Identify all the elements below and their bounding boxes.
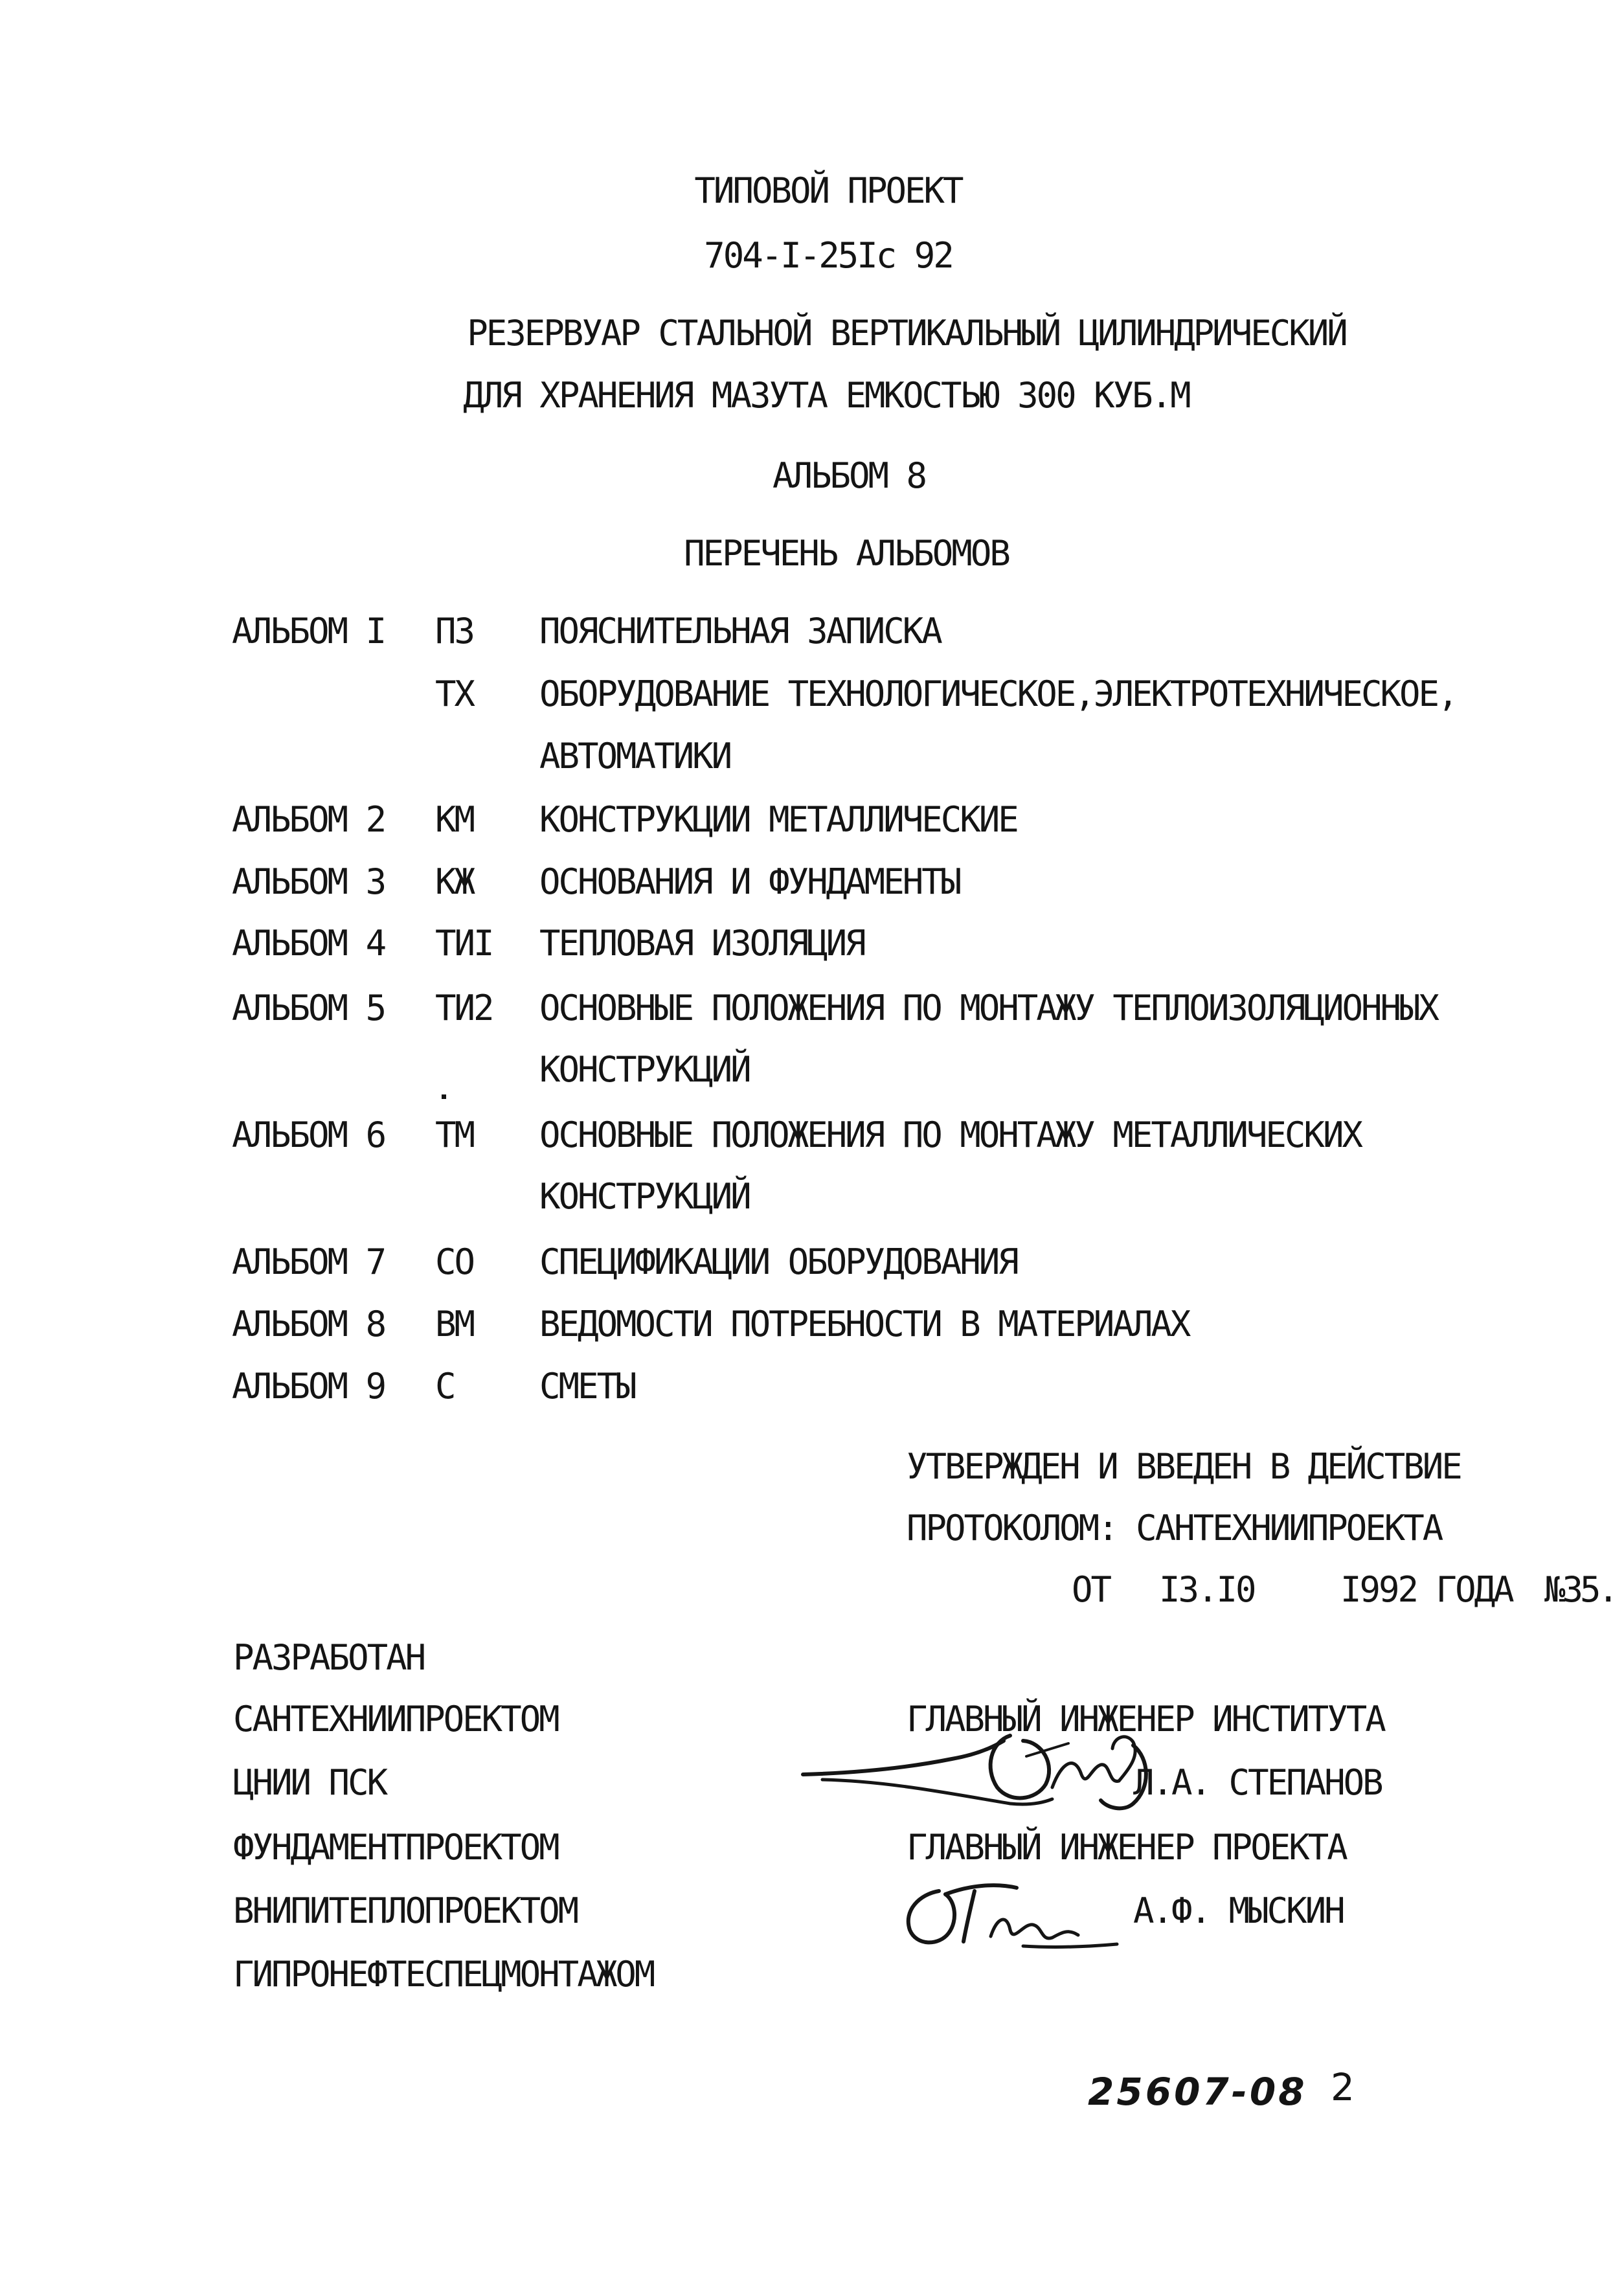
album-name: АЛЬБОМ 3 <box>232 861 385 902</box>
album-title: ТЕПЛОВАЯ ИЗОЛЯЦИЯ <box>539 923 864 964</box>
album-name: АЛЬБОМ I <box>232 611 385 651</box>
album-title-continued: АВТОМАТИКИ <box>539 736 731 776</box>
album-name: АЛЬБОМ 8 <box>232 1304 385 1344</box>
chief-engineer-signature <box>796 1697 1159 1826</box>
approval-line-2: ПРОТОКОЛОМ: САНТЕХНИИПРОЕКТА <box>907 1508 1442 1548</box>
album-label: АЛЬБОМ 8 <box>772 455 926 496</box>
album-name: АЛЬБОМ 4 <box>232 923 385 964</box>
document-number: 25607-08 <box>1088 2070 1307 2114</box>
album-title: СПЕЦИФИКАЦИИ ОБОРУДОВАНИЯ <box>539 1241 1017 1282</box>
list-heading: ПЕРЕЧЕНЬ АЛЬБОМОВ <box>684 533 1009 574</box>
developer-org: ФУНДАМЕНТПРОЕКТОМ <box>233 1827 558 1868</box>
project-engineer-signature <box>894 1865 1127 1969</box>
approval-from: ОТ <box>1072 1569 1111 1610</box>
album-code: ТХ <box>435 674 474 714</box>
album-code: КЖ <box>435 861 474 902</box>
scan-speck <box>442 1094 446 1099</box>
project-engineer-name: А.Ф. МЫСКИН <box>1133 1890 1344 1931</box>
album-title: СМЕТЫ <box>539 1366 635 1407</box>
album-code: КМ <box>435 799 474 840</box>
album-title-continued: КОНСТРУКЦИЙ <box>539 1176 750 1217</box>
chief-engineer-name: Л.А. СТЕПАНОВ <box>1133 1762 1382 1803</box>
album-title: ОСНОВНЫЕ ПОЛОЖЕНИЯ ПО МОНТАЖУ ТЕПЛОИЗОЛЯЦИОННЫХ <box>539 988 1438 1028</box>
album-title: ВЕДОМОСТИ ПОТРЕБНОСТИ В МАТЕРИАЛАХ <box>539 1304 1190 1344</box>
title-line-2: ДЛЯ ХРАНЕНИЯ МАЗУТА ЕМКОСТЬЮ 300 КУБ.М <box>463 375 1190 416</box>
album-title-continued: КОНСТРУКЦИЙ <box>539 1049 750 1090</box>
developer-org: ГИПРОНЕФТЕСПЕЦМОНТАЖОМ <box>233 1954 654 1995</box>
album-title: ПОЯСНИТЕЛЬНАЯ ЗАПИСКА <box>539 611 941 651</box>
page-number: 2 <box>1331 2065 1357 2109</box>
approval-line-1: УТВЕРЖДЕН И ВВЕДЕН В ДЕЙСТВИЕ <box>907 1446 1461 1487</box>
developer-org: САНТЕХНИИПРОЕКТОМ <box>233 1699 558 1739</box>
album-code: ТМ <box>435 1115 474 1155</box>
album-name: АЛЬБОМ 9 <box>232 1366 385 1407</box>
album-name: АЛЬБОМ 7 <box>232 1241 385 1282</box>
album-code: С <box>435 1366 455 1407</box>
developer-org: ЦНИИ ПСК <box>233 1762 387 1803</box>
chief-engineer-title: ГЛАВНЫЙ ИНЖЕНЕР ИНСТИТУТА <box>907 1699 1384 1739</box>
approval-number: №35. <box>1544 1569 1616 1610</box>
project-number: 704-I-25Iс 92 <box>704 235 953 276</box>
album-code: ТИ2 <box>435 988 493 1028</box>
approval-year: I992 ГОДА <box>1340 1569 1513 1610</box>
album-code: ПЗ <box>435 611 474 651</box>
approval-date: I3.I0 <box>1159 1569 1255 1610</box>
album-title: ОСНОВНЫЕ ПОЛОЖЕНИЯ ПО МОНТАЖУ МЕТАЛЛИЧЕСКИХ <box>539 1115 1361 1155</box>
project-type: ТИПОВОЙ ПРОЕКТ <box>694 170 962 211</box>
album-code: ТИI <box>435 923 493 964</box>
album-title: ОБОРУДОВАНИЕ ТЕХНОЛОГИЧЕСКОЕ,ЭЛЕКТРОТЕХНИЧЕСКОЕ, <box>539 674 1457 714</box>
album-title: ОСНОВАНИЯ И ФУНДАМЕНТЫ <box>539 861 960 902</box>
album-name: АЛЬБОМ 6 <box>232 1115 385 1155</box>
album-code: СО <box>435 1241 474 1282</box>
album-title: КОНСТРУКЦИИ МЕТАЛЛИЧЕСКИЕ <box>539 799 1017 840</box>
project-engineer-title: ГЛАВНЫЙ ИНЖЕНЕР ПРОЕКТА <box>907 1827 1346 1868</box>
developer-org: ВНИПИТЕПЛОПРОЕКТОМ <box>233 1890 578 1931</box>
album-name: АЛЬБОМ 2 <box>232 799 385 840</box>
developers-heading: РАЗРАБОТАН <box>233 1637 425 1678</box>
album-code: ВМ <box>435 1304 474 1344</box>
album-name: АЛЬБОМ 5 <box>232 988 385 1028</box>
title-line-1: РЕЗЕРВУАР СТАЛЬНОЙ ВЕРТИКАЛЬНЫЙ ЦИЛИНДРИЧЕСКИЙ <box>467 313 1346 354</box>
